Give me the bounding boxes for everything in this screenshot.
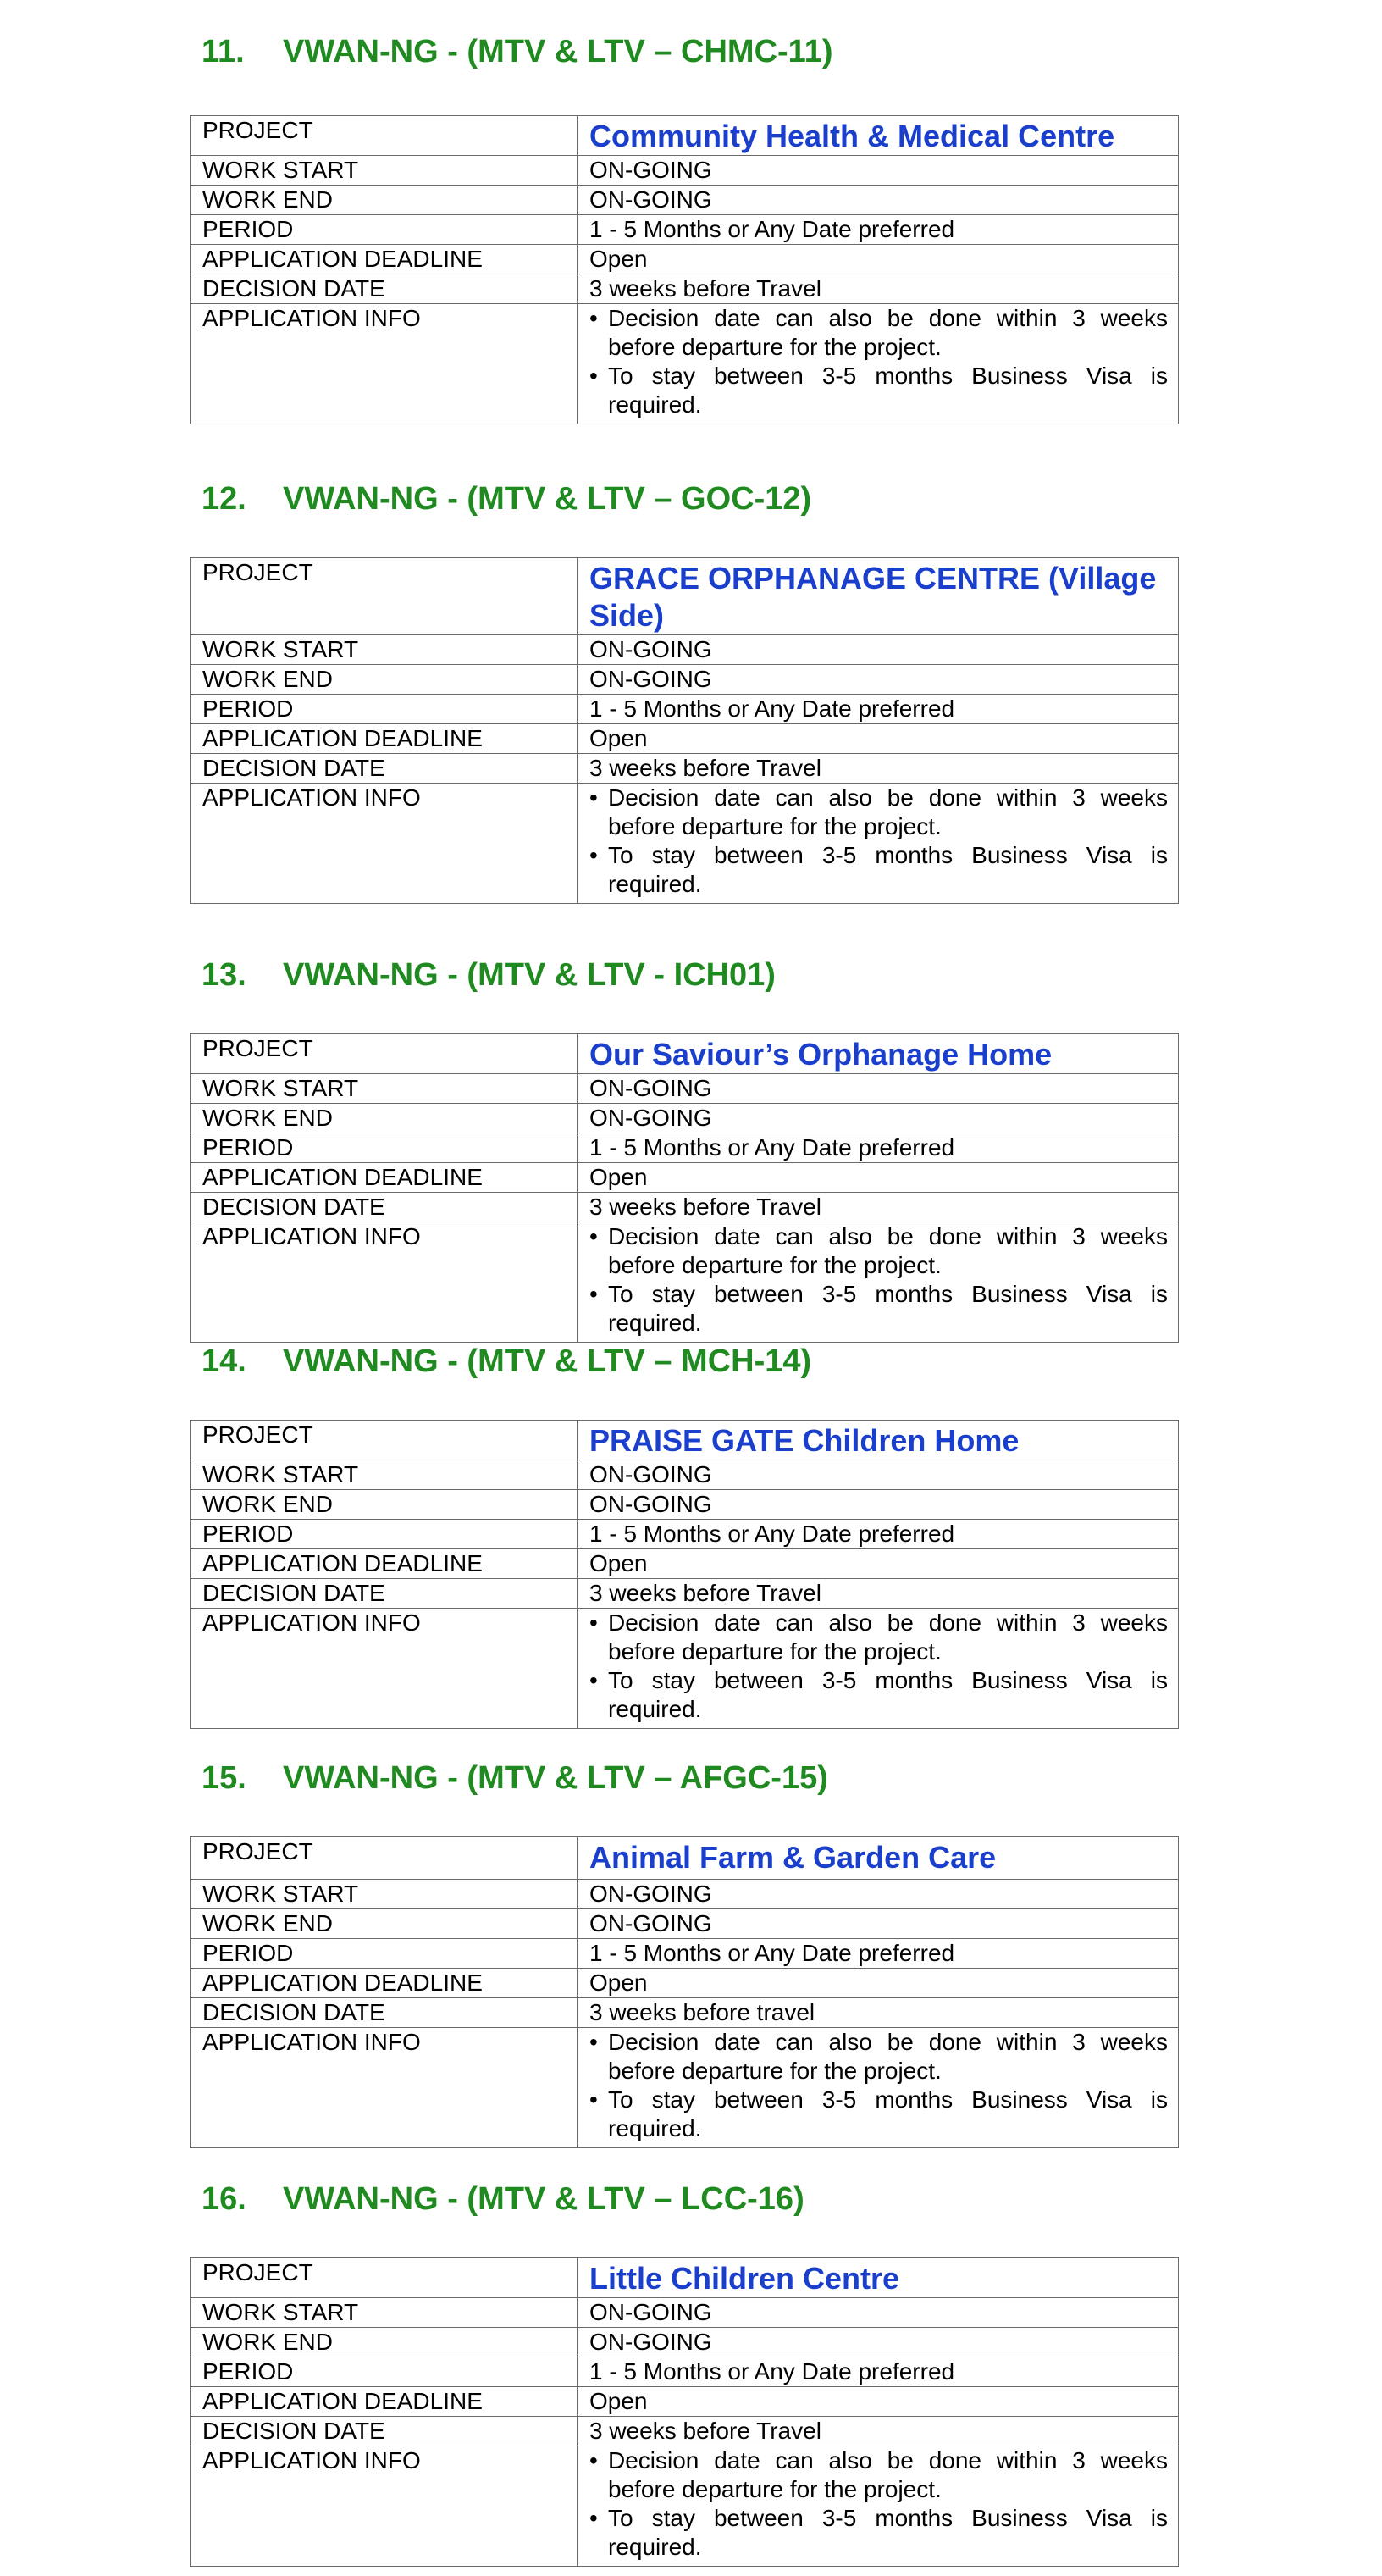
label-work-start: WORK START [191, 635, 578, 665]
info-item: • To stay between 3-5 months Business Visa is required. [589, 1666, 1168, 1724]
project-name: PRAISE GATE Children Home [589, 1423, 1020, 1458]
row-work-end [191, 1909, 1179, 1939]
info-item: • To stay between 3-5 months Business Visa is required. [589, 2086, 1168, 2143]
label-period: PERIOD [191, 695, 578, 724]
value-period: 1 - 5 Months or Any Date preferred [578, 215, 1179, 245]
row-project [191, 1034, 1179, 1074]
section-heading [202, 959, 776, 991]
value-work-end: ON-GOING [578, 1490, 1179, 1520]
row-work-start [191, 156, 1179, 186]
label-work-start: WORK START [191, 156, 578, 186]
row-period [191, 215, 1179, 245]
row-deadline [191, 1549, 1179, 1579]
section-heading [202, 2183, 804, 2215]
label-period: PERIOD [191, 1520, 578, 1549]
value-period: 1 - 5 Months or Any Date preferred [578, 1133, 1179, 1163]
info-list [589, 1222, 1168, 1338]
value-work-end: ON-GOING [578, 1104, 1179, 1133]
section-number: 12. [202, 481, 246, 517]
label-work-end: WORK END [191, 1909, 578, 1939]
value-deadline: Open [578, 724, 1179, 754]
value-project [578, 1421, 1179, 1460]
info-item: • To stay between 3-5 months Business Visa is required. [589, 841, 1168, 899]
value-decision: 3 weeks before Travel [578, 754, 1179, 784]
project-name: Community Health & Medical Centre [589, 119, 1115, 153]
section-title: VWAN-NG - (MTV & LTV – LCC-16) [283, 2181, 804, 2217]
info-list [589, 2028, 1168, 2143]
project-table [190, 557, 1179, 904]
label-decision: DECISION DATE [191, 274, 578, 304]
value-info [578, 2446, 1179, 2567]
row-deadline [191, 1969, 1179, 1998]
info-item: • To stay between 3-5 months Business Visa is required. [589, 362, 1168, 419]
row-info [191, 2446, 1179, 2567]
value-period: 1 - 5 Months or Any Date preferred [578, 695, 1179, 724]
label-period: PERIOD [191, 215, 578, 245]
row-work-end [191, 1104, 1179, 1133]
row-decision [191, 754, 1179, 784]
section-number: 16. [202, 2181, 246, 2217]
value-decision: 3 weeks before travel [578, 1998, 1179, 2028]
project-name: Little Children Centre [589, 2261, 900, 2296]
section-title: VWAN-NG - (MTV & LTV - ICH01) [283, 957, 776, 993]
info-item: • Decision date can also be done within 3 weeks before departure for the project. [589, 784, 1168, 841]
label-deadline: APPLICATION DEADLINE [191, 2387, 578, 2417]
project-name: Our Saviour’s Orphanage Home [589, 1037, 1053, 1072]
section-heading [202, 36, 833, 68]
project-name: Animal Farm & Garden Care [589, 1840, 997, 1875]
label-info: APPLICATION INFO [191, 1222, 578, 1343]
label-info: APPLICATION INFO [191, 2028, 578, 2148]
label-period: PERIOD [191, 1939, 578, 1969]
value-deadline: Open [578, 2387, 1179, 2417]
row-info [191, 2028, 1179, 2148]
info-list [589, 304, 1168, 419]
value-work-start: ON-GOING [578, 2298, 1179, 2328]
row-project [191, 2258, 1179, 2298]
value-project [578, 116, 1179, 156]
label-work-end: WORK END [191, 1104, 578, 1133]
row-work-start [191, 1880, 1179, 1909]
value-decision: 3 weeks before Travel [578, 2417, 1179, 2446]
label-work-start: WORK START [191, 1074, 578, 1104]
section-number: 15. [202, 1760, 246, 1796]
row-project [191, 1421, 1179, 1460]
row-project [191, 116, 1179, 156]
row-info [191, 1609, 1179, 1729]
value-work-start: ON-GOING [578, 1074, 1179, 1104]
value-info [578, 1609, 1179, 1729]
info-item: • Decision date can also be done within 3 weeks before departure for the project. [589, 1222, 1168, 1280]
label-decision: DECISION DATE [191, 1998, 578, 2028]
row-work-start [191, 2298, 1179, 2328]
row-deadline [191, 1163, 1179, 1193]
label-info: APPLICATION INFO [191, 1609, 578, 1729]
row-work-end [191, 665, 1179, 695]
row-period [191, 2357, 1179, 2387]
row-deadline [191, 2387, 1179, 2417]
section-number: 14. [202, 1343, 246, 1379]
label-project: PROJECT [191, 2258, 578, 2298]
label-work-end: WORK END [191, 1490, 578, 1520]
row-info [191, 304, 1179, 424]
project-table [190, 1420, 1179, 1729]
label-work-start: WORK START [191, 2298, 578, 2328]
value-work-end: ON-GOING [578, 665, 1179, 695]
value-work-start: ON-GOING [578, 1460, 1179, 1490]
row-project [191, 1837, 1179, 1880]
project-table [190, 2257, 1179, 2567]
value-period: 1 - 5 Months or Any Date preferred [578, 2357, 1179, 2387]
project-table [190, 115, 1179, 424]
value-work-end: ON-GOING [578, 1909, 1179, 1939]
section-title: VWAN-NG - (MTV & LTV – CHMC-11) [283, 34, 833, 69]
row-info [191, 784, 1179, 904]
info-item: • To stay between 3-5 months Business Visa is required. [589, 2504, 1168, 2562]
label-decision: DECISION DATE [191, 1193, 578, 1222]
label-work-start: WORK START [191, 1880, 578, 1909]
value-deadline: Open [578, 1969, 1179, 1998]
value-project [578, 1034, 1179, 1074]
label-project: PROJECT [191, 558, 578, 635]
label-work-end: WORK END [191, 2328, 578, 2357]
value-info [578, 784, 1179, 904]
row-period [191, 1939, 1179, 1969]
label-project: PROJECT [191, 116, 578, 156]
row-work-end [191, 2328, 1179, 2357]
info-list [589, 784, 1168, 899]
label-decision: DECISION DATE [191, 1579, 578, 1609]
info-item: • Decision date can also be done within 3 weeks before departure for the project. [589, 2446, 1168, 2504]
project-name: GRACE ORPHANAGE CENTRE (Village Side) [589, 561, 1157, 633]
label-project: PROJECT [191, 1421, 578, 1460]
label-deadline: APPLICATION DEADLINE [191, 1969, 578, 1998]
value-decision: 3 weeks before Travel [578, 1579, 1179, 1609]
section-number: 13. [202, 957, 246, 993]
label-decision: DECISION DATE [191, 754, 578, 784]
info-list [589, 1609, 1168, 1724]
row-period [191, 695, 1179, 724]
value-deadline: Open [578, 245, 1179, 274]
section-heading [202, 1762, 828, 1794]
row-info [191, 1222, 1179, 1343]
value-work-start: ON-GOING [578, 635, 1179, 665]
value-deadline: Open [578, 1163, 1179, 1193]
section-heading [202, 1345, 811, 1377]
row-deadline [191, 245, 1179, 274]
label-project: PROJECT [191, 1837, 578, 1880]
label-deadline: APPLICATION DEADLINE [191, 724, 578, 754]
label-info: APPLICATION INFO [191, 784, 578, 904]
value-info [578, 1222, 1179, 1343]
section-heading [202, 483, 811, 515]
section-number: 11. [202, 34, 245, 69]
value-project [578, 558, 1179, 635]
project-table [190, 1033, 1179, 1343]
info-item: • To stay between 3-5 months Business Visa is required. [589, 1280, 1168, 1338]
info-item: • Decision date can also be done within 3 weeks before departure for the project. [589, 1609, 1168, 1666]
label-decision: DECISION DATE [191, 2417, 578, 2446]
label-deadline: APPLICATION DEADLINE [191, 245, 578, 274]
label-period: PERIOD [191, 1133, 578, 1163]
row-decision [191, 1579, 1179, 1609]
label-project: PROJECT [191, 1034, 578, 1074]
label-deadline: APPLICATION DEADLINE [191, 1163, 578, 1193]
info-item: • Decision date can also be done within 3 weeks before departure for the project. [589, 2028, 1168, 2086]
value-work-end: ON-GOING [578, 186, 1179, 215]
value-period: 1 - 5 Months or Any Date preferred [578, 1939, 1179, 1969]
section-title: VWAN-NG - (MTV & LTV – AFGC-15) [283, 1760, 828, 1796]
row-work-end [191, 186, 1179, 215]
row-period [191, 1520, 1179, 1549]
section-title: VWAN-NG - (MTV & LTV – MCH-14) [283, 1343, 812, 1379]
label-work-end: WORK END [191, 665, 578, 695]
row-project [191, 558, 1179, 635]
value-project [578, 1837, 1179, 1880]
value-decision: 3 weeks before Travel [578, 1193, 1179, 1222]
label-work-end: WORK END [191, 186, 578, 215]
row-period [191, 1133, 1179, 1163]
info-item: • Decision date can also be done within 3 weeks before departure for the project. [589, 304, 1168, 362]
value-work-start: ON-GOING [578, 1880, 1179, 1909]
row-work-start [191, 1460, 1179, 1490]
row-work-start [191, 1074, 1179, 1104]
row-work-end [191, 1490, 1179, 1520]
row-work-start [191, 635, 1179, 665]
label-deadline: APPLICATION DEADLINE [191, 1549, 578, 1579]
value-work-start: ON-GOING [578, 156, 1179, 186]
label-info: APPLICATION INFO [191, 2446, 578, 2567]
project-table [190, 1836, 1179, 2148]
info-list [589, 2446, 1168, 2562]
row-decision [191, 1998, 1179, 2028]
value-project [578, 2258, 1179, 2298]
section-title: VWAN-NG - (MTV & LTV – GOC-12) [283, 481, 812, 517]
value-period: 1 - 5 Months or Any Date preferred [578, 1520, 1179, 1549]
label-work-start: WORK START [191, 1460, 578, 1490]
value-decision: 3 weeks before Travel [578, 274, 1179, 304]
row-decision [191, 274, 1179, 304]
row-decision [191, 1193, 1179, 1222]
row-decision [191, 2417, 1179, 2446]
row-deadline [191, 724, 1179, 754]
value-info [578, 304, 1179, 424]
value-deadline: Open [578, 1549, 1179, 1579]
value-work-end: ON-GOING [578, 2328, 1179, 2357]
label-period: PERIOD [191, 2357, 578, 2387]
label-info: APPLICATION INFO [191, 304, 578, 424]
value-info [578, 2028, 1179, 2148]
